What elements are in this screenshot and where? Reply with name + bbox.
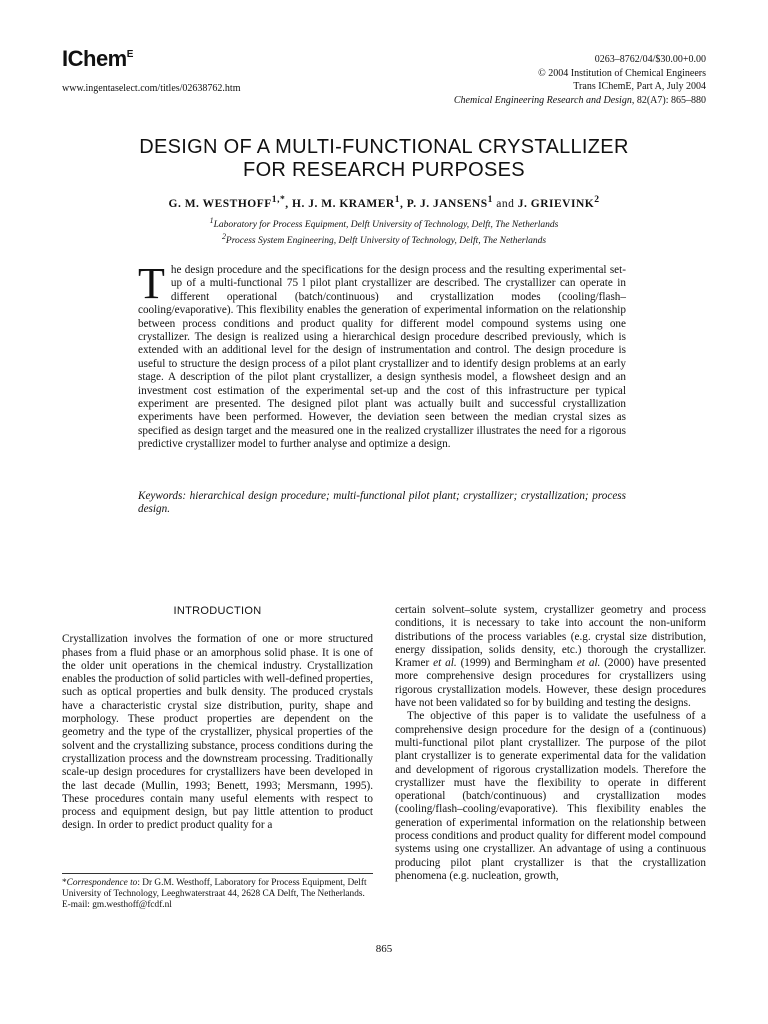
correspondence-email[interactable]: E-mail: gm.westhoff@fcdf.nl <box>62 900 172 910</box>
affiliation-1: $^1$Laboratory for Process Equipment, Delft University of Technology, Delft, The Netherlands <box>209 216 559 231</box>
issn-line: 0263–8762/04/$30.00+0.00 <box>594 54 706 65</box>
intro-paragraph-2: certain solvent–solute system, crystallizer geometry and process conditions, it is necessary to take into account the non-uniform distributions of the process variables (e.g. crystal size distribution, energy dissipation, solids density, etc.) thorough the crystallizer. Kramer et al. (1999) and Bermingham et al. (2000) have presented more comprehensive design procedures for crystallizers using rigorous crystallization models. However, these design procedures have not been validated so for by building and testing the designs. <box>395 604 707 710</box>
abstract-text: he design procedure and the specifications for the design process and the resulting experimental set-up of a multi-functional 75 l pilot plant crystallizer are described. The crystallizer can operate in different operational (batch/continuous) and crystallization modes (cooling/flash–cooling/evaporative). This flexibility enables the generation of experimental information on the relationship between process conditions and product quality for different model compound systems using one crystallizer. The design is realized using a hierarchical design procedure described previously, which is extended with an additional level for the design of instrumentation and control. The design procedure is useful to structure the design process of a pilot plant crystallizer and to identify design problems at an early stage. A description of the pilot plant crystallizer, a design synthesis model, a flowsheet design and an investment cost estimation of the experimental set-up and the cost of this infrastructure per typical experiment are presented. The designed pilot plant was actually built and successful crystallization experiments have been performed. However, the deviation seen between the median crystal sizes as specified as design target and the measured one in the realized crystallizer illustrates the need for a rigorous predictive crystallizer model to further analyse and optimize a design. <box>138 264 626 451</box>
author: G. M. $WESTHOFF^{1,*}$, <box>168 194 293 210</box>
correspondence-footnote: *Correspondence to: Dr G.M. Westhoff, Laboratory for Process Equipment, Delft University of Technology, Leeghwaterstraat 44, 2628 CA Delft, The Netherlands. E-mail: gm.westhoff@fcdf.nl <box>62 873 373 911</box>
right-column <box>395 604 706 883</box>
intro-paragraph-1: Crystallization involves the formation of one or more structured phases from a fluid phase or an amorphous solid phase. It is one of the older unit operations in the chemical industry. Crystallization enables the production of solid particles with well-defined properties, such as optical properties and bulk density. The produced crystals have a characteristic crystal size distribution, purity, shape and morphology. These product properties are dependent on the geometry and the type of the crystallizer, physical properties of the solvent and the crystallizing substance, process conditions during the crystallization process and the downstream processing. Traditionally scale-up design procedures for crystallizers have been developed in the last decade (Mullin, 1993; Benett, 1993; Mersmann, 1995). These procedures contain many useful elements with respect to process and equipment design, but pay little attention to product design. In order to predict product quality for a <box>62 633 373 832</box>
abstract-dropcap: T <box>138 259 165 308</box>
left-column <box>62 605 373 833</box>
journal-url-link[interactable]: www.ingentaselect.com/titles/02638762.htm <box>62 83 241 94</box>
affiliations <box>62 215 706 247</box>
keywords: Keywords: hierarchical design procedure; multi-functional pilot plant; crystallizer; crystallization; process design. <box>138 490 626 516</box>
author: J. GRIEVINK$^2$ <box>517 194 600 210</box>
author-list <box>62 194 706 210</box>
trans-line: Trans IChemE, Part A, July 2004 <box>573 81 706 92</box>
page-number: 865 <box>375 943 393 955</box>
intro-paragraph-3: The objective of this paper is to validate the usefulness of a comprehensive design procedure for the design of a (continuous) multi-functional pilot plant crystallizer. The purpose of the pilot plant crystallizer is to generate experimental data for the validation and development of rigorous crystallization models. Therefore the crystallizer must have the flexibility to operate in different operational (batch/continuous) and crystallization modes (cooling/flash–cooling/evaporative). This flexibility enables the generation of experimental information on the relationship between process conditions and product quality for different model compound systems using one crystallizer. An advantage of using a continuous producing pilot plant crystallizer is that the crystallization phenomena (e.g. nucleation, growth, <box>395 710 706 882</box>
author: P. J. JANSENS$^1$ and <box>406 194 518 210</box>
affiliation-2: $^2$Process System Engineering, Delft University of Technology, Delft, The Netherlands <box>221 232 547 247</box>
article-title: DESIGN OF A MULTI-FUNCTIONAL CRYSTALLIZER FOR RESEARCH PURPOSES <box>139 136 629 181</box>
journal-header-info <box>454 53 706 107</box>
author: H. J. M. KRAMER$^1$, <box>292 194 407 210</box>
section-heading-introduction: INTRODUCTION <box>173 605 262 617</box>
abstract <box>138 259 626 452</box>
ichem-logo: IChem$^E$ <box>62 46 133 71</box>
journal-citation: Chemical Engineering Research and Design, 82(A7): 865–880 <box>453 94 706 106</box>
copyright-line: © 2004 Institution of Chemical Engineers <box>538 67 706 79</box>
